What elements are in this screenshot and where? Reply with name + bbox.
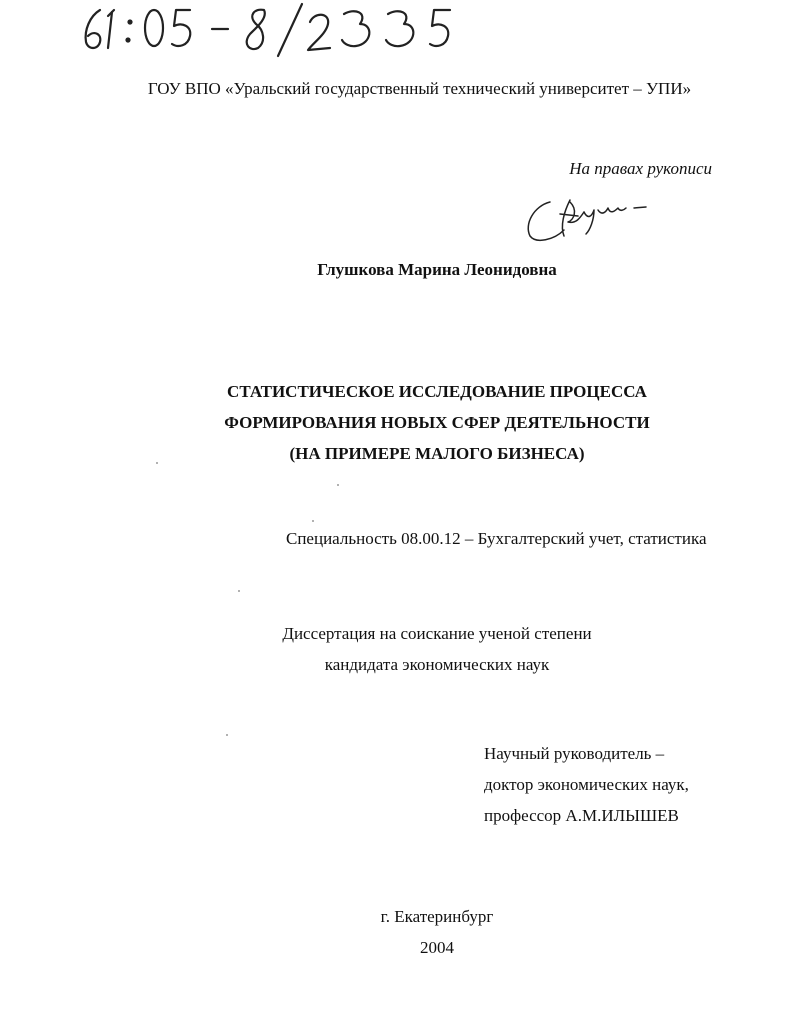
handwritten-catalog-code: [78, 2, 458, 58]
author-name: Глушкова Марина Леонидовна: [317, 260, 557, 279]
supervisor-line: Научный руководитель –: [484, 744, 665, 763]
supervisor-line: доктор экономических наук,: [484, 775, 689, 794]
scan-speck: [312, 520, 314, 522]
scientific-supervisor: [484, 738, 689, 831]
specialty: Специальность 08.00.12 – Бухгалтерский учет, статистика: [286, 529, 707, 548]
degree-statement: [0, 618, 799, 680]
degree-line: Диссертация на соискание ученой степени: [282, 624, 592, 643]
supervisor-line: профессор А.М.ИЛЫШЕВ: [484, 806, 679, 825]
title-line: СТАТИСТИЧЕСКОЕ ИССЛЕДОВАНИЕ ПРОЦЕССА: [227, 382, 647, 401]
organization-name: ГОУ ВПО «Уральский государственный технический университет – УПИ»: [147, 79, 692, 98]
scan-speck: [238, 590, 240, 592]
author-signature: [520, 190, 670, 250]
city: г. Екатеринбург: [380, 907, 494, 926]
title-line: ФОРМИРОВАНИЯ НОВЫХ СФЕР ДЕЯТЕЛЬНОСТИ: [224, 413, 650, 432]
rights-notice: На правах рукописи: [569, 159, 712, 178]
degree-line: кандидата экономических наук: [324, 655, 550, 674]
scan-speck: [337, 484, 339, 486]
place-and-year: [0, 901, 799, 963]
scan-speck: [156, 462, 158, 464]
title-line: (НА ПРИМЕРЕ МАЛОГО БИЗНЕСА): [289, 444, 585, 463]
scan-speck: [226, 734, 228, 736]
year: 2004: [420, 938, 454, 957]
dissertation-title: [0, 376, 799, 469]
